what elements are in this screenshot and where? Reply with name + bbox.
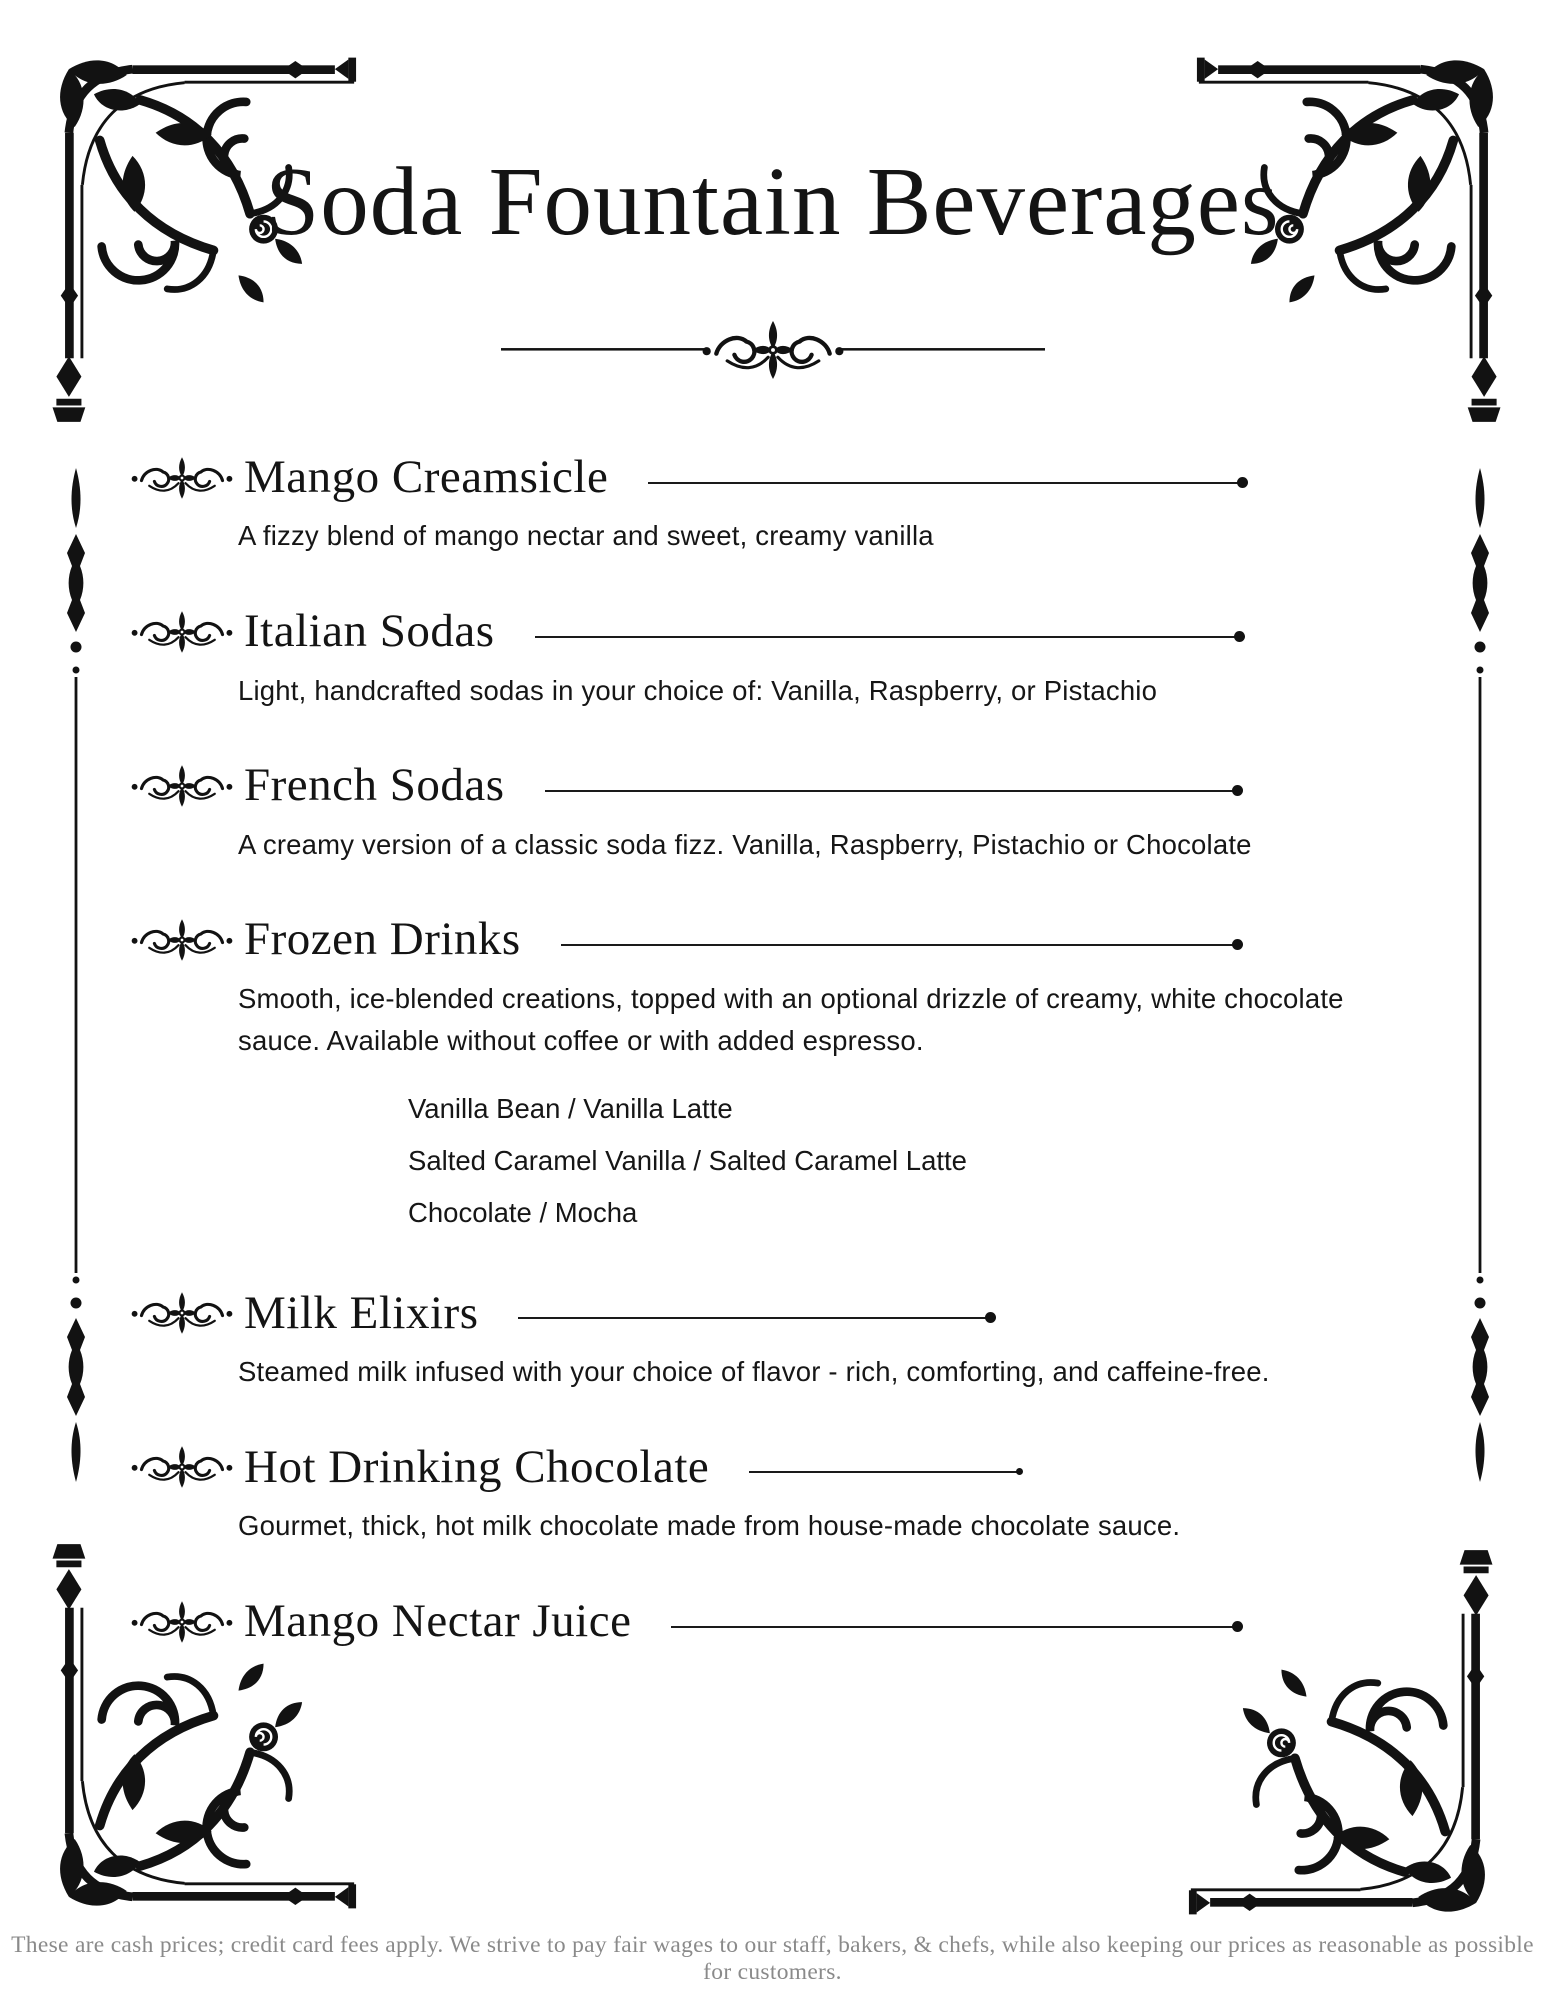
menu-item [130,912,1430,1239]
fleur-scroll-bullet-icon [130,607,234,657]
menu-item-row [130,1286,998,1341]
item-description: A creamy version of a classic soda fizz. Vanilla, Raspberry, Pistachio or Chocolate [238,828,1252,860]
item-description: Gourmet, thick, hot milk chocolate made from house-made chocolate sauce. [238,1510,1181,1542]
item-description: A fizzy blend of mango nectar and sweet, creamy vanilla [238,520,934,552]
item-name: Milk Elixirs [244,1286,479,1339]
item-description: Light, handcrafted sodas in your choice of: Vanilla, Raspberry, or Pistachio [238,674,1158,706]
page-title: Soda Fountain Beverages [265,148,1280,255]
side-rule-ornament-left-icon [62,464,90,1486]
menu-item [130,1594,1430,1649]
fleur-scroll-bullet-icon [130,1288,234,1338]
leader-line [671,1626,1239,1628]
menu-item [130,1440,1430,1548]
menu-item-row [130,604,1247,659]
menu-item [130,758,1430,866]
flavor-option: Chocolate / Mocha [408,1197,638,1229]
fleur-scroll-bullet-icon [130,915,234,965]
title-divider-ornament-icon [499,316,1047,384]
leader-line [561,944,1239,946]
fleur-scroll-bullet-icon [130,453,234,503]
fleur-scroll-bullet-icon [130,1442,234,1492]
menu-item-row [130,758,1245,813]
fleur-scroll-bullet-icon [130,761,234,811]
menu-item-row [130,912,1245,967]
leader-line [518,1317,992,1319]
flavor-options-list [408,1083,1430,1240]
menu-items [130,450,1430,1695]
fleur-scroll-bullet-icon [130,1597,234,1647]
menu-item [130,1286,1430,1394]
item-name: Mango Creamsicle [244,451,609,503]
side-rule-ornament-right-icon [1466,464,1494,1486]
menu-item-row [130,1594,1245,1649]
leader-line [535,636,1241,638]
item-name: French Sodas [244,759,505,812]
item-description: Smooth, ice-blended creations, topped with an optional drizzle of creamy, white chocolate sauce. Available without coffee or with added espresso. [238,982,1344,1057]
footer-note: These are cash prices; credit card fees apply. We strive to pay fair wages to our staff, bakers, & chefs, while also keeping our prices as reasonable as possible for customers. [11,1932,1534,1985]
menu-item [130,450,1430,558]
leader-line [648,482,1244,484]
menu-item [130,604,1430,712]
item-description: Steamed milk infused with your choice of flavor - rich, comforting, and caffeine-free. [238,1356,1270,1388]
flavor-option: Salted Caramel Vanilla / Salted Caramel Latte [408,1145,967,1177]
leader-line [545,790,1239,792]
menu-item-row [130,1440,1028,1495]
flavor-option: Vanilla Bean / Vanilla Latte [408,1092,733,1124]
item-name: Hot Drinking Chocolate [244,1440,710,1493]
item-name: Frozen Drinks [244,913,521,966]
leader-line [749,1471,1022,1473]
menu-item-row [130,450,1250,505]
item-name: Mango Nectar Juice [244,1594,632,1647]
item-name: Italian Sodas [244,605,495,658]
